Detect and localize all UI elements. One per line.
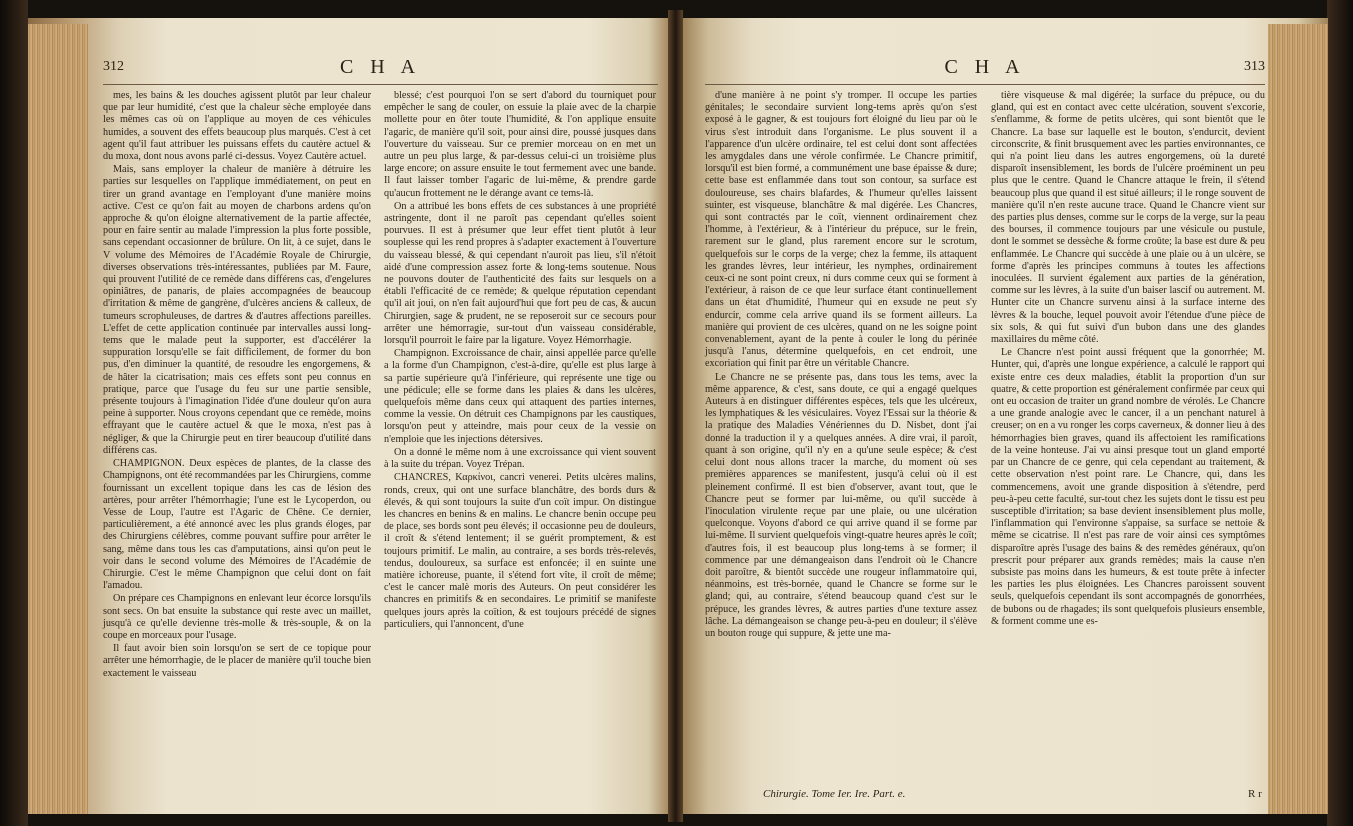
paragraph: Le Chancre ne se présente pas, dans tous les tems, avec la même apparence, & c'est, sans doute, ce qui a engagé quelques Auteurs à en distinguer différentes espèces, tels que les ulcéreux, les lymphatiques & les vésiculaires. Voyez l'Essai sur la théorie & la pratique des Maladies Vénériennes du D. Nisbet, dont j'ai donné la traduction il y a quelques années. A dire vrai, il paroît, quant à son origine, qu'il n'y en a qu'une seule espèce; & c'est celui dont nous allons tracer la marche, du moment où ses premières apparences se manifestent, jusqu'à celui où il est pleinement confirmé. Il est bien d'observer, avant tout, que le Chancre peut se former par lui-même, ou qu'il succède à l'inoculation virulente reçue par une plaie, ou une ulcération quelconque. Voyons d'abord ce qui arrive quand il se forme par lui-même. Il survient quelquefois vingt-quatre heures après le coït; d'autres fois, il est beaucoup plus long-tems à se former; il commence par une démangeaison dans l'endroit où le Chancre doit paroître, & bientôt succède une rougeur inflammatoire qui, néanmoins, est très-bornée, quand le Chancre se forme sur le gland; qui, au contraire, s'étend beaucoup quand c'est sur le prépuce, les grandes lèvres, & autres parties d'une texture assez lâche. La démangeaison se change peu-à-peu en douleur; il s'élève un bouton rouge qui suppure, & jette une ma- [705, 371, 977, 639]
signature-mark: R r [1248, 788, 1262, 800]
right-head-title: C H A [944, 56, 1026, 78]
scanner-edge-left [0, 0, 28, 826]
right-column-2 [991, 90, 1265, 629]
paragraph: Champignon. Excroissance de chair, ainsi appellée parce qu'elle a la forme d'un Champignon, c'est-à-dire, qu'elle est plus large à sa partie supérieure qu'à l'inférieure, qui représente une tige ou une pédicule; elle se forme dans les plaies & dans les ulcères, quelquefois même dans ceux qui attaquent des parties internes, comme la vessie. On détruit ces Champignons par les caustiques, lorsqu'on peut y atteindre, mais pour ceux de la vessie on n'emploie que les injections détersives. [384, 348, 656, 445]
paragraph: Il faut avoir bien soin lorsqu'on se sert de ce topique pour arrêter une hémorrhagie, de le placer de manière qu'il touche bien exactement le vaisseau [103, 643, 371, 679]
right-page-number: 313 [1244, 59, 1265, 74]
paragraph: Mais, sans employer la chaleur de manière à détruire les parties sur lesquelles on l'applique immédiatement, on peut en tirer un grand avantage en l'employant d'une manière moins active. C'est ce qu'on fait au moyen de charbons ardens qu'on approche & qu'on éloigne alternativement de la partie affectée, pour en faire sentir au malade l'impression la plus forte possible, sans cependant occasionner de brûlure. On lit, à ce sujet, dans le V volume des Mémoires de l'Académie Royale de Chirurgie, diverses observations très-intéressantes, publiées par M. Faure, qui prouvent l'utilité de ce remède dans différens cas, d'engelures opiniâtres, de panaris, de plaies accompagnées de beaucoup d'irritation & même de gangrène, d'ulcères anciens & calleux, de tumeurs scrophuleuses, de dartres & d'autres affections pareilles. L'effet de cette application continuée par intervalles aussi long-tems que le malade peut la supporter, est d'accélérer la suppuration lorsqu'elle se fait difficilement, de former du bon pus, d'en diminuer la quantité, de resoudre les engorgemens, & de hâter la cicatrisation; mais ces effets sont peu connus en pratique, parce que l'usage du feu sur une partie sensible, présente toujours à l'imagination l'idée d'une douleur qu'on aura peine à supporter. Nous croyons cependant que ce remède, moins effrayant que le cautère actuel & que le moxa, n'est pas à négliger, & que la Chirurgie peut en tirer beaucoup d'utilité dans différens cas. [103, 164, 371, 456]
page-stack-left [28, 24, 88, 814]
scanner-edge-right [1327, 0, 1353, 826]
paragraph: d'une manière à ne point s'y tromper. Il occupe les parties génitales; le secondaire survient long-tems après qu'on s'est exposé à le gagner, & est toujours fort éloigné du lieu par où le virus s'est introduit dans l'organisme. Le plus souvent il a l'apparence d'un ulcère ordinaire, tel est celui dont sont affectées les amygdales dans une vérole confirmée. Le Chancre primitif, lorsqu'il est bien formé, a communément une base épaisse & dure; cette base est enflammée dans tout son contour, sa surface est douloureuse, ses chairs blafardes, & l'humeur qu'elles laissent suinter, est visqueuse, blanchâtre & mal digérée. Les Chancres, qui sont contractés par le coït, viennent ordinairement chez l'homme, à l'extérieur, & à l'intérieur du prépuce, sur le frein, rarement sur le gland, plus rarement encore sur le scrotum, quelquefois sur le corps de la verge; chez la femme, ils attaquent les grandes lèvres, leur intérieur, les nymphes, ordinairement ceux-ci ne sont point creux, ni durs comme ceux qui se forment à l'extérieur, à raison de ce que leur surface étant continuellement dans un état d'humidité, l'humeur qui en exsude ne peut s'y endurcir, comme cela arrive quand ils se forment ailleurs. La manière qui provient de ces ulcères, quand on ne les soigne point convenablement, ayant de la pente à couler le long du périnée jusqu'à l'anus, détermine quelquefois, en cet endroit, une excoriation qui finit par être un véritable Chancre. [705, 90, 977, 370]
paragraph: tière visqueuse & mal digérée; la surface du prépuce, ou du gland, qui est en contact avec cette ulcération, souvent s'excorie, s'enflamme, & forme de petits ulcères, qui sont bientôt que le Chancre. La base sur laquelle est le bouton, s'endurcit, devient circonscrite, & finit brusquement avec les parties environnantes, ce qui n'a point lieu dans les autres engorgemens, où la dureté disparoît insensiblement, les bords de l'ulcère proéminent un peu plus que le centre. Quand le Chancre attaque le frein, il s'étend beaucoup plus que quand il est situé ailleurs; il le ronge souvent de manière qu'il n'en reste aucune trace. Quand le Chancre vient sur des parties plus denses, comme sur le corps de la verge, sur la peau des bourses, il commence toujours par une vésicule ou pustule, dont le sommet se dessèche & forme croûte; la base est dure & peu enflammée. Le Chancre qui succède à une plaie ou à un ulcère, se forme d'après les principes communs à toutes les affections inoculées. Il survient également aux parties de la génération, comme sur les lèvres, à la suite d'un baiser lascif ou autrement. M. Hunter cite un Chancre survenu ainsi à la surface interne des lèvres & la bouche, lequel pouvoit avoir l'étendue d'une pièce de six sols, & qui fut suivi d'un bubon dans une des glandes maxillaires du même côté. [991, 90, 1265, 346]
left-column-2 [384, 90, 656, 632]
left-head-title: C H A [339, 56, 422, 78]
paragraph: CHAMPIGNON. Deux espèces de plantes, de la classe des Champignons, ont été recommandées par les Chirurgiens, comme fournissant un excellent topique dans les cas de lésion des artères, pour arrêter l'hémorrhagie; l'une est le Lycoperdon, ou Vesse de Loup, l'autre est l'Agaric de Chêne. Ce dernier, particulièrement, a été annoncé avec les plus grands éloges, par des Chirurgiens célèbres, comme pouvant suffire pour arrêter le sang, même dans tous les cas d'amputations, ainsi qu'on peut le voir dans le second volume des Mémoires de l'Académie de Chirurgie. C'est le même Champignon que celui dont on fait l'amadou. [103, 458, 371, 592]
paragraph: blessé; c'est pourquoi l'on se sert d'abord du tourniquet pour empêcher le sang de couler, on essuie la plaie avec de la charpie mollette pour en ôter toute l'humidité, & l'on applique ensuite l'agaric, de manière qu'il soit, pour ainsi dire, poussé jusques dans l'ouverture du vaisseau. Sur ce premier morceau on en met un autre un peu plus large, & par-dessus celui-ci un troisième plus large encore; on assure ensuite le tout fermement avec une bande. Il faut laisser tomber l'agaric de lui-même, & prendre garde qu'aucun frottement ne le dérange avant ce tems-là. [384, 90, 656, 199]
paragraph: Le Chancre n'est point aussi fréquent que la gonorrhée; M. Hunter, qui, d'après une longue expérience, a calculé le rapport qui existe entre ces deux maladies, établit la proportion d'un sur quatre, & cette proportion est généralement confirmée par ceux qui ont eu occasion de traiter un grand nombre de vérolés. Le Chancre a une grande analogie avec le cancer, il a un penchant naturel à creuser; on en a vu ronger les corps caverneux, & donner lieu à des hémorrhagies bien graves, quand ils affectoient les ramifications de la veine honteuse. J'ai vu ainsi presque tout un gland emporté par un Chancre de ce genre, qui cela cependant au traitement, & cette observation n'est point rare. Le Chancre, qui, dans les commencemens, avoit une grande disposition à s'étendre, perd peu-à-peu cette faculté, sur-tout chez les sujets dont le tissu est peu susceptible d'irritation; sa base devient insensiblement plus molle, l'inflammation qui l'environne s'appaise, sa surface se nettoie & même se cicatrise. Il n'est pas rare de voir ainsi ces symptômes disparoître après l'usage des bains & des remèdes généraux, qu'on prescrit pour préparer aux grands remèdes; mais la cause n'en subsiste pas moins dans les humeurs, & est toute prête à infecter les parties les plus éloignées. Les Chancres paroissent souvent seuls, quelquefois cependant ils sont accompagnés de gonorrhées, de bubons ou de rhagades; ils sont quelquefois plusieurs ensemble, & forment comme une es- [991, 347, 1265, 627]
paragraph: On a donné le même nom à une excroissance qui vient souvent à la suite du trépan. Voyez Trépan. [384, 446, 656, 471]
left-running-head [103, 56, 658, 82]
left-page-number: 312 [103, 59, 124, 74]
left-column-1 [103, 90, 371, 681]
right-head-rule [705, 84, 1265, 85]
left-page [28, 18, 668, 814]
paragraph: mes, les bains & les douches agissent plutôt par leur chaleur que par leur humidité, c'est que la chaleur sèche employée dans les mêmes cas où on l'applique au moyen de ces véhicules humides, a souvent des effets beaucoup plus marqués. C'est à cet agent qu'il faut attribuer les puissans effets du cautère actuel & du moxa, dont nous avons parlé ci-dessus. Voyez Cautère actuel. [103, 90, 371, 163]
book-gutter [668, 10, 683, 822]
page-stack-right [1268, 24, 1328, 814]
open-book [28, 10, 1328, 822]
paragraph: On a attribué les bons effets de ces substances à une propriété astringente, dont il ne paroît pas cependant qu'elles soient pourvues. Il est à présumer que leur effet tient plutôt à leur souplesse qui les rend propres à s'adapter exactement à l'ouverture du vaisseau blessé, & qui cependant n'auroit pas lieu, s'il n'étoit aidé d'une compression assez forte & long-tems soutenue. Nous ne pouvons douter de l'authenticité des faits sur lesquels on a établi l'efficacité de ce remède; & quelque réputation cependant qu'il ait joui, on n'en fait aujourd'hui que fort peu de cas, & aucun Chirurgien, sage & prudent, ne se reposeroit sur ce secours pour arrêter une hémorragie, sur-tout d'un vaisseau considérable, lorsqu'il pourroit le faire par la ligature. Voyez Hémorrhagie. [384, 200, 656, 347]
right-column-1 [705, 90, 977, 641]
paragraph: On prépare ces Champignons en enlevant leur écorce lorsqu'ils sont secs. On bat ensuite la substance qui reste avec un maillet, jusqu'à ce qu'elle devienne très-molle & très-souple, & on la coupe en morceaux pour l'usage. [103, 593, 371, 641]
right-page [683, 18, 1328, 814]
right-running-head [705, 56, 1265, 82]
paragraph: CHANCRES, Καρκίνοι, cancri venerei. Petits ulcères malins, ronds, creux, qui ont une surface blanchâtre, des bords durs & élevés, & qui sont toujours la suite d'un coït impur. On distingue les chancres en benins & en malins. Le chancre benin occupe peu de place, ses bords sont peu élevés; il occasionne peu de douleurs, il croît & s'étend lentement; il se guérit promptement, & est toujours primitif. Le malin, au contraire, a ses bords très-relevés, tendus, douloureux, sa surface est enfoncée; il en suinte une matière ichoreuse, puante, il s'étend fort vîte, il croît de même; c'est le cancer malè moris des Auteurs. On peut considérer les chancres en primitifs & en secondaires. Le primitif se manifeste quelques jours après la coïtion, & est toujours précédé de signes particuliers, qui l'annoncent, d'une [384, 472, 656, 630]
left-head-rule [103, 84, 658, 85]
signature-line: Chirurgie. Tome Ier. Ire. Part. e. [763, 788, 906, 800]
